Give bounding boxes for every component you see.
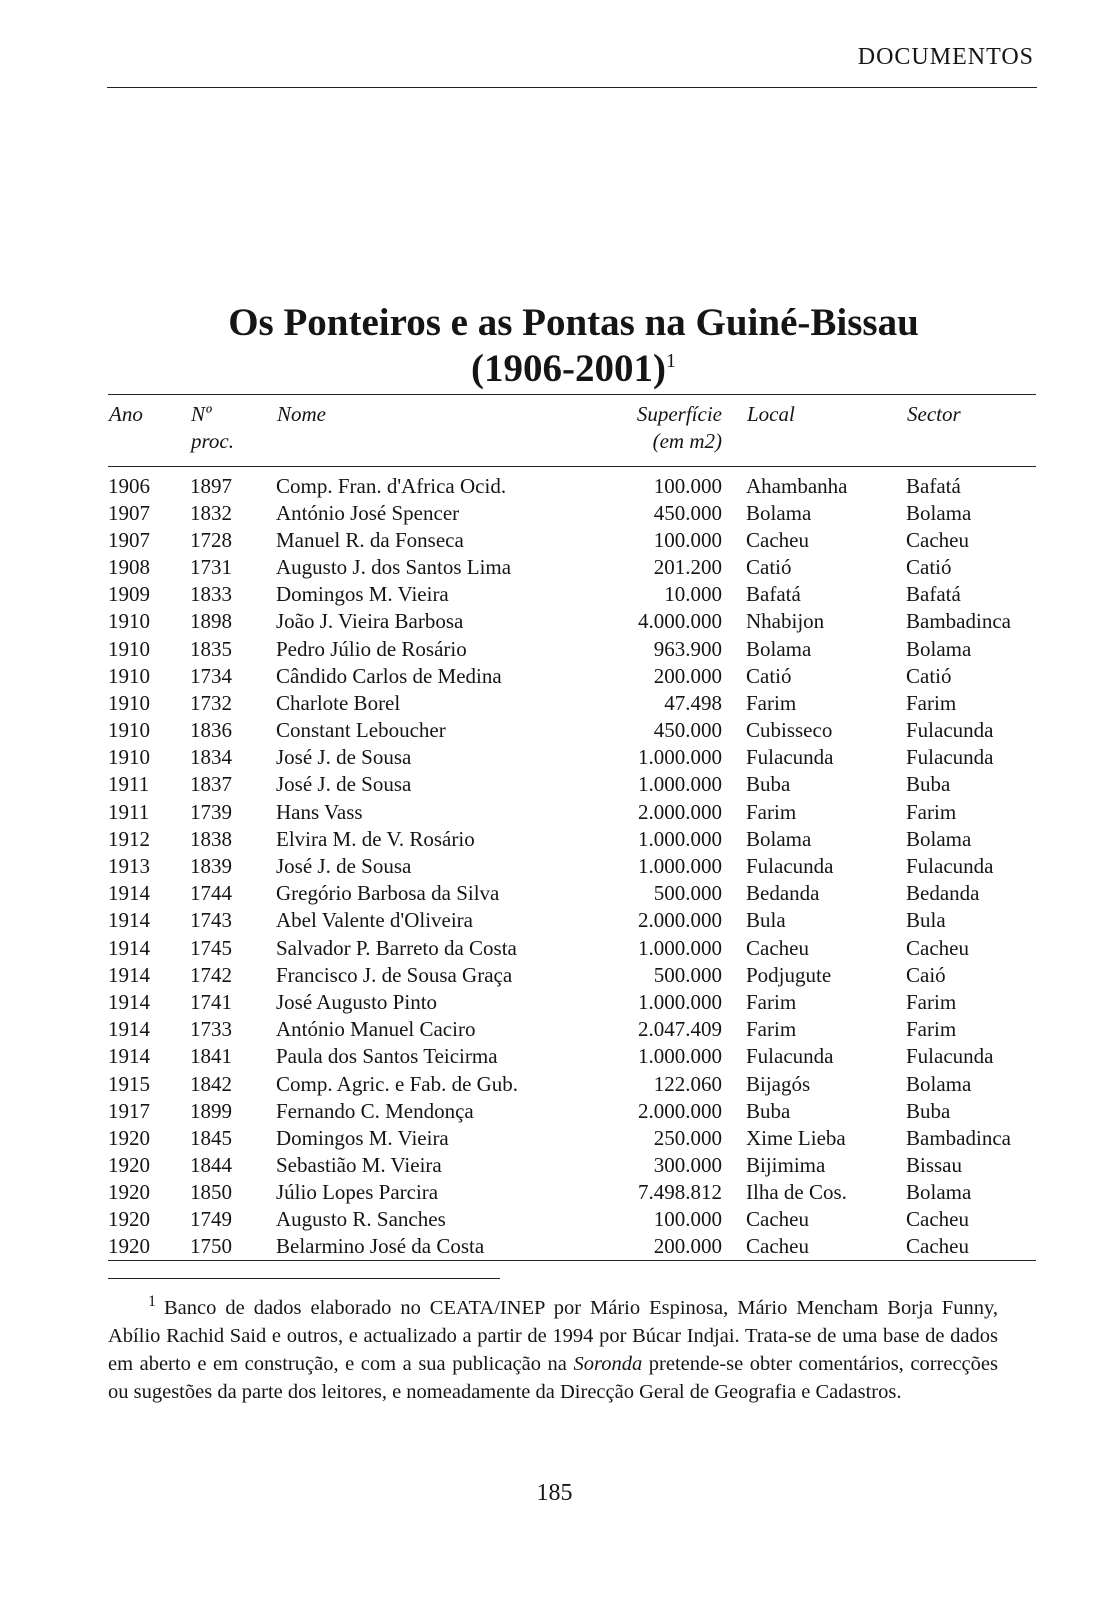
cell-superficie: 200.000	[578, 1233, 746, 1260]
cell-ano: 1913	[108, 854, 150, 879]
cell-ano: 1907	[108, 527, 150, 552]
title-footnote-ref: 1	[665, 350, 676, 372]
cell-superficie: 1.000.000	[638, 1044, 722, 1069]
table-row	[108, 526, 1036, 553]
cell-local: Cacheu	[746, 1233, 906, 1260]
cell-local: Fulacunda	[746, 745, 834, 770]
table-row	[108, 553, 1036, 580]
cell-nome: António José Spencer	[276, 500, 460, 525]
table-row	[108, 499, 1036, 526]
cell-sector: Bolama	[906, 826, 972, 851]
cell-proc: 1839	[190, 854, 232, 879]
cell-nome: Augusto R. Sanches	[276, 1207, 446, 1232]
cell-local: Cacheu	[746, 1207, 809, 1232]
header-proc-line2: proc.	[191, 429, 234, 453]
cell-sector: Buba	[906, 772, 951, 797]
cell-superficie: 1.000.000	[638, 935, 722, 960]
table-row	[108, 689, 1036, 716]
table-row	[108, 961, 1036, 988]
cell-proc: 1733	[190, 1017, 232, 1042]
header-proc-line1: Nº	[191, 402, 212, 426]
cell-ano: 1914	[108, 1044, 150, 1069]
table-row	[108, 1097, 1036, 1124]
cell-proc: 1842	[190, 1071, 232, 1096]
cell-ano: 1908	[108, 554, 150, 579]
cell-superficie: 2.000.000	[638, 799, 722, 824]
cell-ano: 1920	[108, 1233, 190, 1260]
cell-nome: Gregório Barbosa da Silva	[276, 881, 500, 906]
table-row	[108, 581, 1036, 608]
table-row	[108, 1152, 1036, 1179]
page-title	[110, 300, 1037, 392]
cell-superficie: 200.000	[653, 663, 722, 688]
cell-nome: Pedro Júlio de Rosário	[276, 636, 467, 661]
cell-local: Ahambanha	[746, 474, 848, 498]
cell-superficie: 122.060	[653, 1071, 722, 1096]
page-number: 185	[536, 1480, 573, 1506]
cell-sector: Catió	[906, 554, 952, 579]
cell-proc: 1749	[190, 1207, 232, 1232]
cell-proc: 1742	[190, 962, 232, 987]
cell-nome: Charlote Borel	[276, 690, 401, 715]
header-rule	[107, 87, 1037, 88]
cell-ano: 1914	[108, 989, 150, 1014]
cell-superficie: 201.200	[653, 554, 722, 579]
cell-nome: José J. de Sousa	[276, 772, 412, 797]
cell-local: Bafatá	[746, 582, 801, 607]
cell-superficie: 7.498.812	[638, 1180, 722, 1205]
header-sector: Sector	[906, 395, 1036, 467]
cell-proc: 1734	[190, 663, 232, 688]
cell-superficie: 1.000.000	[638, 745, 722, 770]
cell-proc: 1841	[190, 1044, 232, 1069]
cell-nome: Comp. Agric. e Fab. de Gub.	[276, 1071, 519, 1096]
table-row	[108, 1016, 1036, 1043]
cell-ano: 1909	[108, 582, 150, 607]
cell-local: Catió	[746, 663, 792, 688]
table-row	[108, 744, 1036, 771]
cell-nome: Domingos M. Vieira	[276, 1125, 449, 1150]
table-row	[108, 934, 1036, 961]
cell-sector: Fulacunda	[906, 745, 994, 770]
cell-sector: Bambadinca	[906, 1125, 1011, 1150]
table-row	[108, 635, 1036, 662]
cell-proc: 1739	[190, 799, 232, 824]
cell-local: Bula	[746, 908, 786, 933]
cell-nome: Belarmino José da Costa	[276, 1233, 578, 1260]
cell-nome: Paula dos Santos Teicirma	[276, 1044, 498, 1069]
cell-local: Bijimima	[746, 1153, 826, 1178]
cell-sector: Buba	[906, 1098, 951, 1123]
cell-proc: 1844	[190, 1153, 232, 1178]
footnote	[108, 1294, 998, 1406]
cell-superficie: 47.498	[664, 690, 722, 715]
cell-sector: Bissau	[906, 1153, 963, 1178]
cell-nome: António Manuel Caciro	[276, 1017, 476, 1042]
cell-sector: Bolama	[906, 500, 972, 525]
cell-proc: 1897	[190, 474, 232, 498]
title-years: (1906-2001)	[471, 347, 666, 390]
cell-proc: 1837	[190, 772, 232, 797]
cell-ano: 1912	[108, 826, 150, 851]
cell-local: Fulacunda	[746, 1044, 834, 1069]
cell-ano: 1917	[108, 1098, 150, 1123]
cell-proc: 1744	[190, 881, 232, 906]
header-superficie	[578, 395, 746, 467]
cell-sector: Bedanda	[906, 881, 980, 906]
cell-ano: 1920	[108, 1207, 150, 1232]
cell-ano: 1906	[108, 474, 150, 498]
cell-proc: 1832	[190, 500, 232, 525]
cell-sector: Bolama	[906, 636, 972, 661]
header-nome: Nome	[276, 395, 578, 467]
cell-local: Fulacunda	[746, 854, 834, 879]
cell-superficie: 100.000	[653, 527, 722, 552]
cell-ano: 1910	[108, 718, 150, 743]
cell-superficie: 1.000.000	[638, 826, 722, 851]
table-row	[108, 608, 1036, 635]
cell-sector: Catió	[906, 663, 952, 688]
cell-nome: José J. de Sousa	[276, 854, 412, 879]
cell-local: Cubisseco	[746, 718, 833, 743]
table-row	[108, 467, 1036, 500]
cell-local: Farim	[746, 989, 797, 1014]
cell-nome: Fernando C. Mendonça	[276, 1098, 474, 1123]
cell-ano: 1920	[108, 1153, 150, 1178]
cell-nome: Hans Vass	[276, 799, 363, 824]
cell-nome: João J. Vieira Barbosa	[276, 609, 464, 634]
table-row	[108, 1070, 1036, 1097]
cell-sector: Bambadinca	[906, 609, 1011, 634]
cell-sector: Cacheu	[906, 527, 969, 552]
table-row	[108, 1043, 1036, 1070]
cell-nome: Manuel R. da Fonseca	[276, 527, 464, 552]
table-row	[108, 1206, 1036, 1233]
table-header-row	[108, 395, 1036, 467]
cell-superficie: 450.000	[653, 500, 722, 525]
cell-local: Buba	[746, 772, 791, 797]
cell-local: Bolama	[746, 636, 812, 661]
cell-ano: 1914	[108, 1017, 150, 1042]
table-row	[108, 1179, 1036, 1206]
cell-nome: Cândido Carlos de Medina	[276, 663, 502, 688]
cell-ano: 1911	[108, 799, 150, 824]
cell-superficie: 250.000	[653, 1125, 722, 1150]
cell-proc: 1743	[190, 908, 232, 933]
cell-ano: 1920	[108, 1125, 150, 1150]
cell-proc: 1728	[190, 527, 232, 552]
cell-local: Buba	[746, 1098, 791, 1123]
cell-sector: Bolama	[906, 1180, 972, 1205]
cell-proc: 1836	[190, 718, 232, 743]
cell-sector: Farim	[906, 799, 957, 824]
cell-ano: 1910	[108, 745, 150, 770]
cell-nome: Júlio Lopes Parcira	[276, 1180, 439, 1205]
cell-sector: Fulacunda	[906, 1044, 994, 1069]
table-row	[108, 907, 1036, 934]
cell-nome: José Augusto Pinto	[276, 989, 438, 1014]
cell-local: Bijagós	[746, 1071, 811, 1096]
cell-sector: Bafatá	[906, 582, 961, 607]
header-superficie-line1: Superfície	[636, 402, 722, 426]
cell-sector: Caió	[906, 962, 946, 987]
cell-sector: Cacheu	[906, 1207, 969, 1232]
cell-nome: Salvador P. Barreto da Costa	[276, 935, 517, 960]
cell-superficie: 10.000	[664, 582, 722, 607]
cell-superficie: 2.000.000	[638, 1098, 722, 1123]
cell-proc: 1834	[190, 745, 232, 770]
cell-superficie: 100.000	[653, 1207, 722, 1232]
cell-local: Bolama	[746, 500, 812, 525]
cell-ano: 1910	[108, 609, 150, 634]
cell-ano: 1914	[108, 935, 150, 960]
cell-superficie: 1.000.000	[638, 989, 722, 1014]
cell-ano: 1910	[108, 663, 150, 688]
footnote-mark: 1	[148, 1293, 156, 1311]
cell-superficie: 4.000.000	[638, 609, 722, 634]
cell-proc: 1731	[190, 554, 232, 579]
cell-nome: Abel Valente d'Oliveira	[276, 908, 473, 933]
cell-superficie: 500.000	[653, 881, 722, 906]
cell-sector: Farim	[906, 1017, 957, 1042]
table-row	[108, 1124, 1036, 1151]
cell-proc: 1833	[190, 582, 232, 607]
cell-nome: Sebastião M. Vieira	[276, 1153, 442, 1178]
table-row	[108, 771, 1036, 798]
cell-nome: Constant Leboucher	[276, 718, 446, 743]
cell-nome: Augusto J. dos Santos Lima	[276, 554, 512, 579]
header-ano: Ano	[108, 395, 190, 467]
table-row	[108, 798, 1036, 825]
cell-ano: 1911	[108, 772, 150, 797]
table-row	[108, 988, 1036, 1015]
cell-proc: 1732	[190, 690, 232, 715]
cell-nome: Domingos M. Vieira	[276, 582, 449, 607]
cell-ano: 1910	[108, 690, 150, 715]
cell-superficie: 450.000	[653, 718, 722, 743]
footnote-rule	[108, 1278, 500, 1279]
cell-proc: 1745	[190, 935, 232, 960]
table-row	[108, 717, 1036, 744]
cell-proc: 1898	[190, 609, 232, 634]
cell-superficie: 1.000.000	[638, 772, 722, 797]
footnote-journal: Soronda	[573, 1353, 643, 1375]
footnote-text-after: pretende-se obter comentários, correcções ou sugestões da parte dos leitores, e nomeadamente da Direcção Geral de Geografia e Cadastros.	[108, 1353, 998, 1403]
cell-nome: Comp. Fran. d'Africa Ocid.	[276, 474, 507, 498]
cell-proc: 1741	[190, 989, 232, 1014]
header-local: Local	[746, 395, 906, 467]
cell-ano: 1914	[108, 962, 150, 987]
title-line-2	[110, 346, 1037, 392]
cell-sector: Fulacunda	[906, 854, 994, 879]
cell-proc: 1835	[190, 636, 232, 661]
cell-proc: 1750	[190, 1233, 276, 1260]
cell-ano: 1907	[108, 500, 150, 525]
cell-sector: Bafatá	[906, 474, 961, 498]
cell-ano: 1915	[108, 1071, 150, 1096]
cell-sector: Farim	[906, 989, 957, 1014]
cell-superficie: 100.000	[653, 474, 722, 498]
cell-local: Farim	[746, 690, 797, 715]
table-row	[108, 825, 1036, 852]
cell-local: Xime Lieba	[746, 1125, 846, 1150]
land-concessions-table	[108, 394, 1036, 1261]
cell-local: Farim	[746, 799, 797, 824]
cell-sector: Cacheu	[906, 935, 969, 960]
cell-local: Podjugute	[746, 962, 832, 987]
cell-sector: Bolama	[906, 1071, 972, 1096]
running-header: DOCUMENTOS	[857, 44, 1034, 70]
cell-local: Catió	[746, 554, 792, 579]
cell-superficie: 500.000	[653, 962, 722, 987]
cell-superficie: 2.000.000	[638, 908, 722, 933]
footnote-text-before: Banco de dados elaborado no CEATA/INEP por Mário Espinosa, Mário Mencham Borja Funny, Abílio Rachid Said e outros, e actualizado a partir de 1994 por Búcar Indjai. Trata-se de uma base de dados em aberto e em construção, e com a sua publicação na	[108, 1297, 998, 1375]
cell-ano: 1920	[108, 1180, 150, 1205]
cell-local: Cacheu	[746, 935, 809, 960]
cell-sector: Cacheu	[906, 1233, 1036, 1260]
cell-ano: 1910	[108, 636, 150, 661]
table-body	[108, 467, 1036, 1261]
cell-proc: 1899	[190, 1098, 232, 1123]
cell-superficie: 963.900	[653, 636, 722, 661]
title-line-1: Os Ponteiros e as Pontas na Guiné-Bissau	[228, 301, 919, 344]
cell-nome: Elvira M. de V. Rosário	[276, 826, 475, 851]
cell-local: Bedanda	[746, 881, 820, 906]
cell-local: Bolama	[746, 826, 812, 851]
cell-local: Cacheu	[746, 527, 809, 552]
cell-proc: 1845	[190, 1125, 232, 1150]
cell-local: Nhabijon	[746, 609, 825, 634]
cell-superficie: 1.000.000	[638, 854, 722, 879]
table-row	[108, 662, 1036, 689]
cell-local: Ilha de Cos.	[746, 1180, 847, 1205]
cell-nome: Francisco J. de Sousa Graça	[276, 962, 513, 987]
cell-superficie: 2.047.409	[638, 1017, 722, 1042]
cell-ano: 1914	[108, 881, 150, 906]
header-proc	[190, 395, 276, 467]
cell-ano: 1914	[108, 908, 150, 933]
cell-proc: 1838	[190, 826, 232, 851]
cell-sector: Bula	[906, 908, 946, 933]
cell-sector: Fulacunda	[906, 718, 994, 743]
cell-nome: José J. de Sousa	[276, 745, 412, 770]
table-row	[108, 1233, 1036, 1260]
cell-local: Farim	[746, 1017, 797, 1042]
cell-proc: 1850	[190, 1180, 232, 1205]
cell-superficie: 300.000	[653, 1153, 722, 1178]
table-row	[108, 880, 1036, 907]
cell-sector: Farim	[906, 690, 957, 715]
table-row	[108, 852, 1036, 879]
header-superficie-line2: (em m2)	[652, 429, 722, 453]
